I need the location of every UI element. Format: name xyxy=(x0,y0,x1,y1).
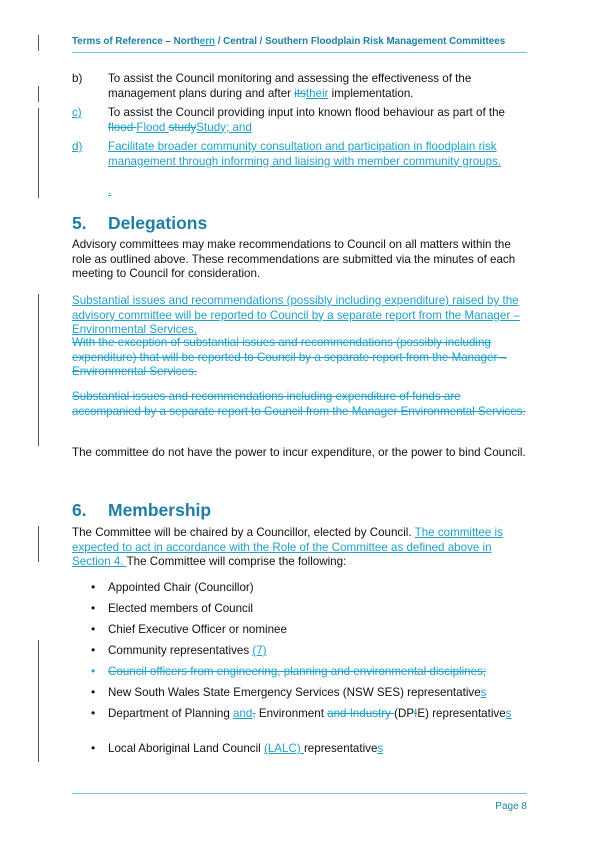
deleted-paragraph: Substantial issues and recommendations including expenditure of funds are accompanied by a separate report to Council from the Manager Environmental Services. xyxy=(72,390,526,418)
list-item-d: d) Facilitate broader community consultation and participation in floodplain risk management through informing and liaising with member community groups. xyxy=(72,140,502,168)
change-bar xyxy=(38,640,39,762)
change-bar xyxy=(38,35,39,51)
change-bar xyxy=(38,86,39,102)
bullet-item: • Department of Planning and, Environment and Industry (DPIE) representatives xyxy=(91,706,512,720)
section-heading-membership: 6. Membership xyxy=(72,500,212,520)
paragraph: Advisory committees may make recommendations to Council on all matters within the role as outlined above. These recommendations are submitted via the minutes of each meeting to Council for consideration. xyxy=(72,238,516,280)
bullet-icon: • xyxy=(91,741,96,755)
change-bar xyxy=(38,294,39,446)
bullet-icon: • xyxy=(91,664,96,678)
bullet-icon: • xyxy=(91,580,96,594)
bullet-icon: • xyxy=(91,685,96,699)
bullet-icon: • xyxy=(91,643,96,657)
bullet-icon: • xyxy=(91,706,96,720)
inserted-paragraph: Substantial issues and recommendations (possibly including expenditure) raised by the advisory committee will be reported to Council by a separate report from the Manager – Environmental Services. xyxy=(72,294,520,336)
page-number: Page 8 xyxy=(495,801,527,812)
bullet-item: • Elected members of Council xyxy=(91,601,253,615)
section-heading-delegations: 5. Delegations xyxy=(72,213,208,233)
bullet-icon: • xyxy=(91,622,96,636)
bullet-item: • Community representatives (7) xyxy=(91,643,267,657)
bullet-item: • Chief Executive Officer or nominee xyxy=(91,622,287,636)
footer-rule xyxy=(72,793,527,794)
deleted-paragraph: With the exception of substantial issues and recommendations (possibly including expenditure) that will be reported to Council by a separate report from the Manager – Environmental Services. xyxy=(72,336,508,378)
paragraph: The Committee will be chaired by a Councillor, elected by Council. The committee is expected to act in accordance with the Role of the Committee as defined above in Section 4. The Committee will comprise the following: xyxy=(72,526,503,568)
bullet-item: • Appointed Chair (Councillor) xyxy=(91,580,254,594)
change-bar xyxy=(38,526,39,562)
list-item-b: b) To assist the Council monitoring and assessing the effectiveness of the management plans during and after itstheir implementation. xyxy=(72,72,472,100)
bullet-item: • Local Aboriginal Land Council (LALC) representatives xyxy=(91,741,384,755)
paragraph: The committee do not have the power to incur expenditure, or the power to bind Council. xyxy=(72,446,526,459)
header-rule xyxy=(72,52,527,53)
list-item-c: c) To assist the Council providing input into known flood behaviour as part of the flood Flood studyStudy; and xyxy=(72,106,506,134)
document-header: Terms of Reference – Northern / Central / Southern Floodplain Risk Management Committees xyxy=(72,36,506,47)
deleted-bullet-item: • Council officers from engineering, planning and environmental disciplines; xyxy=(91,664,487,678)
change-bar xyxy=(38,108,39,198)
list-item-e-mark: . xyxy=(108,184,112,197)
bullet-item: • New South Wales State Emergency Services (NSW SES) representatives xyxy=(91,685,487,699)
bullet-icon: • xyxy=(91,601,96,615)
